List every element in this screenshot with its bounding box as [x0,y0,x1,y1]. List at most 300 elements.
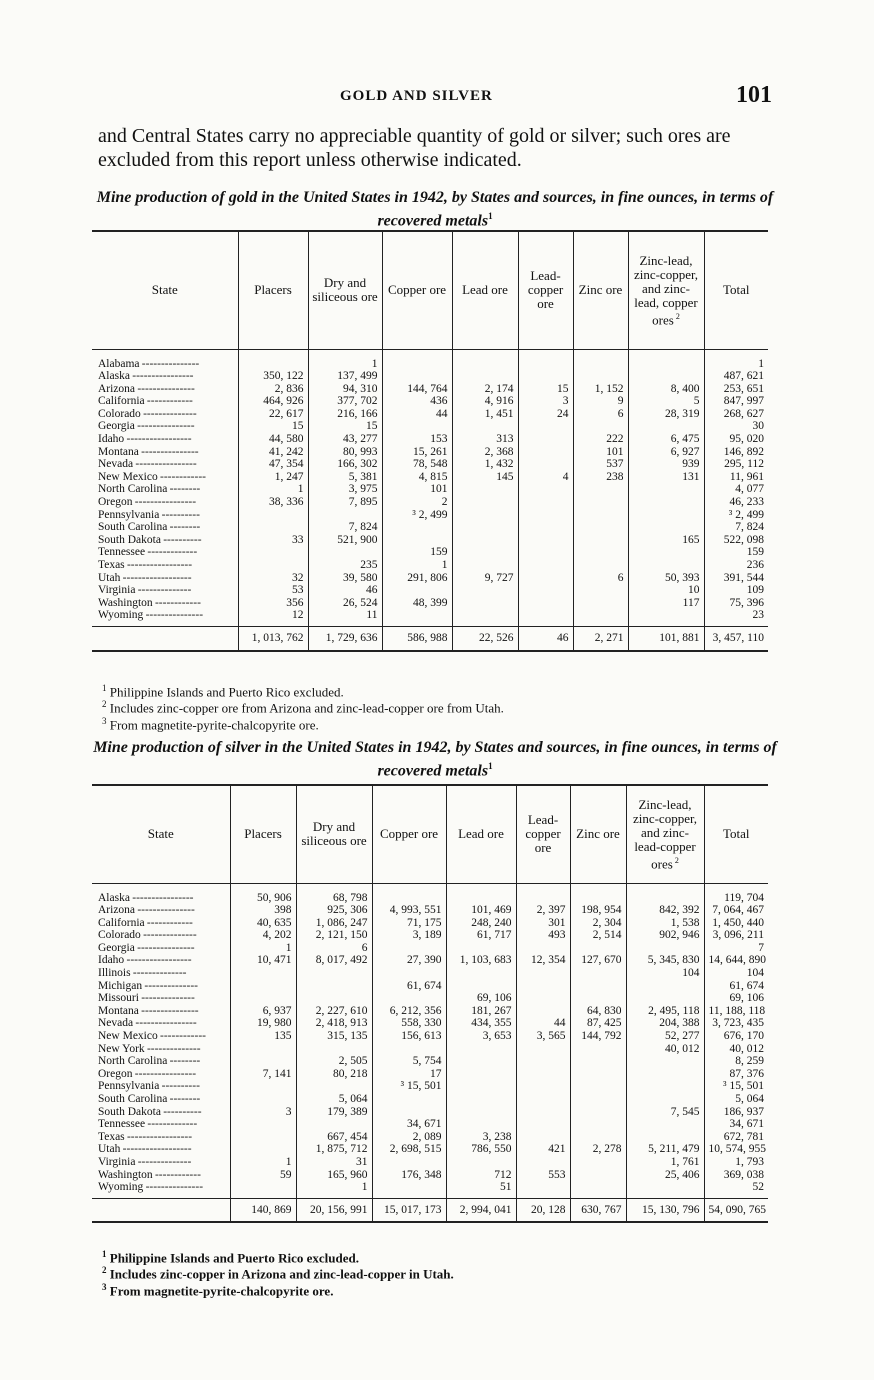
value-cell [518,483,573,496]
value-cell [518,521,573,534]
value-cell: 268, 627 [704,408,768,421]
total-cell: 20, 128 [516,1198,570,1222]
silver-production-table [92,784,768,1223]
value-cell [570,1106,626,1119]
value-cell [573,496,628,509]
value-cell: 78, 548 [382,458,452,471]
table-row [92,395,768,408]
column-header-note: 2 [673,311,680,321]
gold-footnotes [102,682,782,731]
value-cell: 179, 389 [296,1106,372,1119]
state-name-cell: Idaho ----------------- [98,433,192,446]
value-cell: 34, 671 [372,1118,446,1131]
table-row [92,383,768,396]
column-header [518,231,573,349]
table-row [92,980,768,993]
state-name-cell: Arizona --------------- [98,382,195,395]
value-cell: 159 [382,546,452,559]
total-cell [92,1198,230,1222]
value-cell: 61, 674 [372,980,446,993]
value-cell: 2, 698, 515 [372,1143,446,1156]
value-cell: 40, 012 [626,1043,704,1056]
value-cell: 9, 727 [452,572,518,585]
value-cell [238,521,308,534]
value-cell: 1, 247 [238,471,308,484]
value-cell: 137, 499 [308,370,382,383]
value-cell: 46 [308,584,382,597]
value-cell [372,1043,446,1056]
footnote [102,1248,782,1264]
value-cell: 8, 400 [628,383,704,396]
value-cell: ³ 2, 499 [382,509,452,522]
value-cell: 4, 916 [452,395,518,408]
value-cell [570,1181,626,1198]
value-cell: 6, 937 [230,1005,296,1018]
table-row [92,521,768,534]
state-name-cell: Montana --------------- [98,445,199,458]
state-name-cell: Oregon ---------------- [98,1067,197,1080]
value-cell: 75, 396 [704,597,768,610]
column-header [570,785,626,883]
value-cell [573,559,628,572]
value-cell [518,597,573,610]
value-cell [628,349,704,370]
value-cell: 3 [518,395,573,408]
value-cell [570,992,626,1005]
value-cell: 4, 993, 551 [372,904,446,917]
value-cell [516,1093,570,1106]
state-name-cell: Idaho ----------------- [98,954,192,967]
column-header-label: Zinc ore [576,826,620,842]
value-cell [372,883,446,904]
value-cell [570,980,626,993]
value-cell: 87, 376 [704,1068,768,1081]
value-cell: 313 [452,433,518,446]
footnote-text: From magnetite-pyrite-chalcopyrite ore. [106,1282,334,1298]
value-cell [230,1181,296,1198]
value-cell: 61, 674 [704,980,768,993]
value-cell [626,1181,704,1198]
value-cell [626,1068,704,1081]
value-cell [230,1055,296,1068]
value-cell [628,509,704,522]
value-cell: 12, 354 [516,954,570,967]
value-cell: 19, 980 [230,1017,296,1030]
value-cell [573,584,628,597]
value-cell: 32 [238,572,308,585]
value-cell [516,1131,570,1144]
value-cell: 144, 792 [570,1030,626,1043]
column-header-label: Copper ore [387,282,447,298]
value-cell [382,420,452,433]
value-cell: 4, 815 [382,471,452,484]
value-cell [518,496,573,509]
value-cell: 537 [573,458,628,471]
value-cell [570,1169,626,1182]
value-cell: 672, 781 [704,1131,768,1144]
value-cell: 14, 644, 890 [704,954,768,967]
value-cell [516,992,570,1005]
value-cell [573,546,628,559]
value-cell: 53 [238,584,308,597]
table-row [92,1068,768,1081]
state-name-cell: Pennsylvania ---------- [98,1080,200,1093]
table-row [92,917,768,930]
value-cell: 101, 469 [446,904,516,917]
column-header [626,785,704,883]
value-cell: 522, 098 [704,534,768,547]
value-cell [382,521,452,534]
state-name-cell: New Mexico ------------ [98,470,206,483]
table-row [92,942,768,955]
column-header [92,231,238,349]
value-cell [516,1156,570,1169]
value-cell [452,483,518,496]
value-cell [518,433,573,446]
value-cell [372,1156,446,1169]
value-cell: 842, 392 [626,904,704,917]
value-cell: 1 [230,942,296,955]
total-cell: 46 [518,626,573,650]
totals-row [92,626,768,650]
state-name-cell: North Carolina -------- [98,1055,201,1068]
value-cell [308,509,382,522]
value-cell: 3, 723, 435 [704,1017,768,1030]
value-cell: 1, 103, 683 [446,954,516,967]
page-number: 101 [736,82,772,108]
value-cell: 7, 064, 467 [704,904,768,917]
value-cell: 2, 418, 913 [296,1017,372,1030]
value-cell [628,370,704,383]
value-cell: 1, 875, 712 [296,1143,372,1156]
value-cell [518,559,573,572]
table-row [92,1043,768,1056]
value-cell [570,1093,626,1106]
value-cell: 40, 012 [704,1043,768,1056]
state-name-cell: Alabama --------------- [98,357,200,370]
value-cell: 398 [230,904,296,917]
value-cell [296,1080,372,1093]
value-cell [238,559,308,572]
value-cell [570,942,626,955]
value-cell [570,1043,626,1056]
total-cell: 1, 729, 636 [308,626,382,650]
value-cell [573,483,628,496]
value-cell: 117 [628,597,704,610]
value-cell [296,1043,372,1056]
table-row [92,370,768,383]
total-cell [92,626,238,650]
silver-header-row [92,785,768,883]
table-row [92,1080,768,1093]
total-cell: 20, 156, 991 [296,1198,372,1222]
value-cell: 23 [704,609,768,626]
table-row [92,1181,768,1198]
column-header [573,231,628,349]
value-cell: 135 [230,1030,296,1043]
value-cell: 17 [372,1068,446,1081]
state-name-cell: Washington ------------ [98,596,201,609]
value-cell: 676, 170 [704,1030,768,1043]
footnote-text: From magnetite-pyrite-chalcopyrite ore. [106,716,319,732]
value-cell [238,509,308,522]
value-cell: 144, 764 [382,383,452,396]
footnote-mark: 1 [102,683,107,693]
table-row [92,929,768,942]
value-cell: ³ 15, 501 [704,1080,768,1093]
value-cell: 1, 451 [452,408,518,421]
state-name-cell: Colorado -------------- [98,929,197,942]
table-row [92,471,768,484]
total-cell: 15, 017, 173 [372,1198,446,1222]
value-cell: 2, 304 [570,917,626,930]
value-cell [372,967,446,980]
column-header [704,231,768,349]
value-cell: 50, 393 [628,572,704,585]
state-name-cell: Georgia --------------- [98,420,195,433]
value-cell [230,1093,296,1106]
value-cell [446,883,516,904]
value-cell [452,584,518,597]
column-header [92,785,230,883]
value-cell: 28, 319 [628,408,704,421]
value-cell: 925, 306 [296,904,372,917]
value-cell: 377, 702 [308,395,382,408]
totals-row [92,1198,768,1222]
value-cell [518,546,573,559]
value-cell [382,349,452,370]
value-cell: 34, 671 [704,1118,768,1131]
column-header [296,785,372,883]
value-cell [452,559,518,572]
value-cell: 48, 399 [382,597,452,610]
intro-paragraph: and Central States carry no appreciable quantity of gold or silver; such ores are excluded from this report unless otherwise indicated. [98,125,731,171]
column-header-label: Lead ore [458,826,504,842]
value-cell: 7 [704,942,768,955]
state-name-cell: Michigan -------------- [98,979,198,992]
value-cell: 1 [704,349,768,370]
state-name-cell: South Carolina -------- [98,1093,201,1105]
column-header-label: Lead ore [462,282,508,298]
total-cell: 140, 869 [230,1198,296,1222]
value-cell: 64, 830 [570,1005,626,1018]
value-cell [628,546,704,559]
value-cell: 2 [382,496,452,509]
value-cell: 166, 302 [308,458,382,471]
value-cell: 786, 550 [446,1143,516,1156]
value-cell: 6 [296,942,372,955]
value-cell: 1 [230,1156,296,1169]
value-cell: 181, 267 [446,1005,516,1018]
value-cell: 15 [238,420,308,433]
value-cell: 50, 906 [230,883,296,904]
footnote [102,698,782,714]
value-cell [570,1055,626,1068]
table-row [92,1030,768,1043]
value-cell: 87, 425 [570,1017,626,1030]
value-cell [452,370,518,383]
value-cell: 46, 233 [704,496,768,509]
state-name-cell: Wyoming --------------- [98,609,204,622]
value-cell [516,980,570,993]
value-cell: 26, 524 [308,597,382,610]
total-cell: 586, 988 [382,626,452,650]
value-cell [230,1080,296,1093]
value-cell [296,980,372,993]
column-header-label: Lead-copper ore [527,268,564,312]
value-cell [238,349,308,370]
table-row [92,1156,768,1169]
value-cell: 3, 238 [446,1131,516,1144]
value-cell: 9 [573,395,628,408]
value-cell: 44 [382,408,452,421]
value-cell [452,597,518,610]
value-cell: 847, 997 [704,395,768,408]
value-cell: 238 [573,471,628,484]
footnote [102,682,782,698]
state-name-cell: Tennessee ------------- [98,546,198,559]
value-cell [446,1093,516,1106]
state-name-cell: Wyoming --------------- [98,1181,204,1194]
value-cell: 3, 096, 211 [704,929,768,942]
value-cell: 8, 017, 492 [296,954,372,967]
total-cell: 630, 767 [570,1198,626,1222]
column-header [308,231,382,349]
value-cell [446,1055,516,1068]
value-cell: 153 [382,433,452,446]
value-cell [626,1055,704,1068]
value-cell [452,546,518,559]
value-cell [628,559,704,572]
footnote [102,715,782,731]
value-cell [446,967,516,980]
table-row [92,1169,768,1182]
value-cell: 216, 166 [308,408,382,421]
state-name-cell: Texas ----------------- [98,559,193,571]
value-cell: 41, 242 [238,446,308,459]
state-name-cell: Utah ------------------ [98,1143,192,1156]
state-name-cell: South Carolina -------- [98,521,201,534]
value-cell: 131 [628,471,704,484]
value-cell: 1, 793 [704,1156,768,1169]
value-cell [372,942,446,955]
table-row [92,420,768,433]
value-cell [296,1118,372,1131]
value-cell [452,496,518,509]
value-cell: 146, 892 [704,446,768,459]
value-cell: 1, 086, 247 [296,917,372,930]
value-cell: 1 [308,349,382,370]
footnote [102,1281,782,1297]
value-cell: 295, 112 [704,458,768,471]
value-cell [230,1143,296,1156]
state-name-cell: Nevada ---------------- [98,1017,197,1030]
value-cell [626,980,704,993]
value-cell: 80, 993 [308,446,382,459]
column-header [628,231,704,349]
value-cell [518,572,573,585]
value-cell [573,521,628,534]
column-header [372,785,446,883]
value-cell: 11, 188, 118 [704,1005,768,1018]
table-row [92,496,768,509]
value-cell: 493 [516,929,570,942]
value-cell: 80, 218 [296,1068,372,1081]
value-cell: ³ 15, 501 [372,1080,446,1093]
value-cell: 1 [296,1181,372,1198]
value-cell: 6 [573,572,628,585]
column-header-label: Placers [254,282,292,298]
value-cell: 2, 121, 150 [296,929,372,942]
value-cell [570,1068,626,1081]
value-cell [452,420,518,433]
value-cell [372,992,446,1005]
value-cell [230,1118,296,1131]
value-cell [446,1106,516,1119]
value-cell: 7, 824 [308,521,382,534]
value-cell: 5, 754 [372,1055,446,1068]
value-cell [518,509,573,522]
state-name-cell: Tennessee ------------- [98,1118,198,1131]
value-cell: 44, 580 [238,433,308,446]
value-cell [372,1093,446,1106]
gold-table-body [92,349,768,651]
value-cell: 31 [296,1156,372,1169]
state-name-cell: Alaska ---------------- [98,370,194,383]
value-cell: 315, 135 [296,1030,372,1043]
state-name-cell: South Dakota ---------- [98,533,202,546]
value-cell [573,609,628,626]
value-cell [626,942,704,955]
value-cell [452,609,518,626]
value-cell [308,546,382,559]
table-row [92,1106,768,1119]
value-cell: 30 [704,420,768,433]
value-cell [628,496,704,509]
value-cell [573,420,628,433]
value-cell: 119, 704 [704,883,768,904]
value-cell: 71, 175 [372,917,446,930]
state-name-cell: Virginia -------------- [98,1155,192,1168]
value-cell: 7, 895 [308,496,382,509]
value-cell: 61, 717 [446,929,516,942]
state-name-cell: Texas ----------------- [98,1130,193,1143]
table-row [92,1143,768,1156]
value-cell: 6, 475 [628,433,704,446]
column-header [446,785,516,883]
value-cell: 1, 450, 440 [704,917,768,930]
footnote-mark: 2 [102,699,107,710]
value-cell: 5, 064 [704,1093,768,1106]
value-cell: 553 [516,1169,570,1182]
table-row [92,1118,768,1131]
column-header-label: Total [722,826,750,842]
value-cell [518,420,573,433]
value-cell [626,992,704,1005]
value-cell: 204, 388 [626,1017,704,1030]
value-cell: 11 [308,609,382,626]
column-header [516,785,570,883]
value-cell: 2, 836 [238,383,308,396]
value-cell: 356 [238,597,308,610]
silver-footnotes [102,1248,782,1297]
value-cell [452,349,518,370]
value-cell: 44 [516,1017,570,1030]
value-cell: 2, 089 [372,1131,446,1144]
value-cell [626,1093,704,1106]
value-cell [570,1156,626,1169]
value-cell [296,992,372,1005]
